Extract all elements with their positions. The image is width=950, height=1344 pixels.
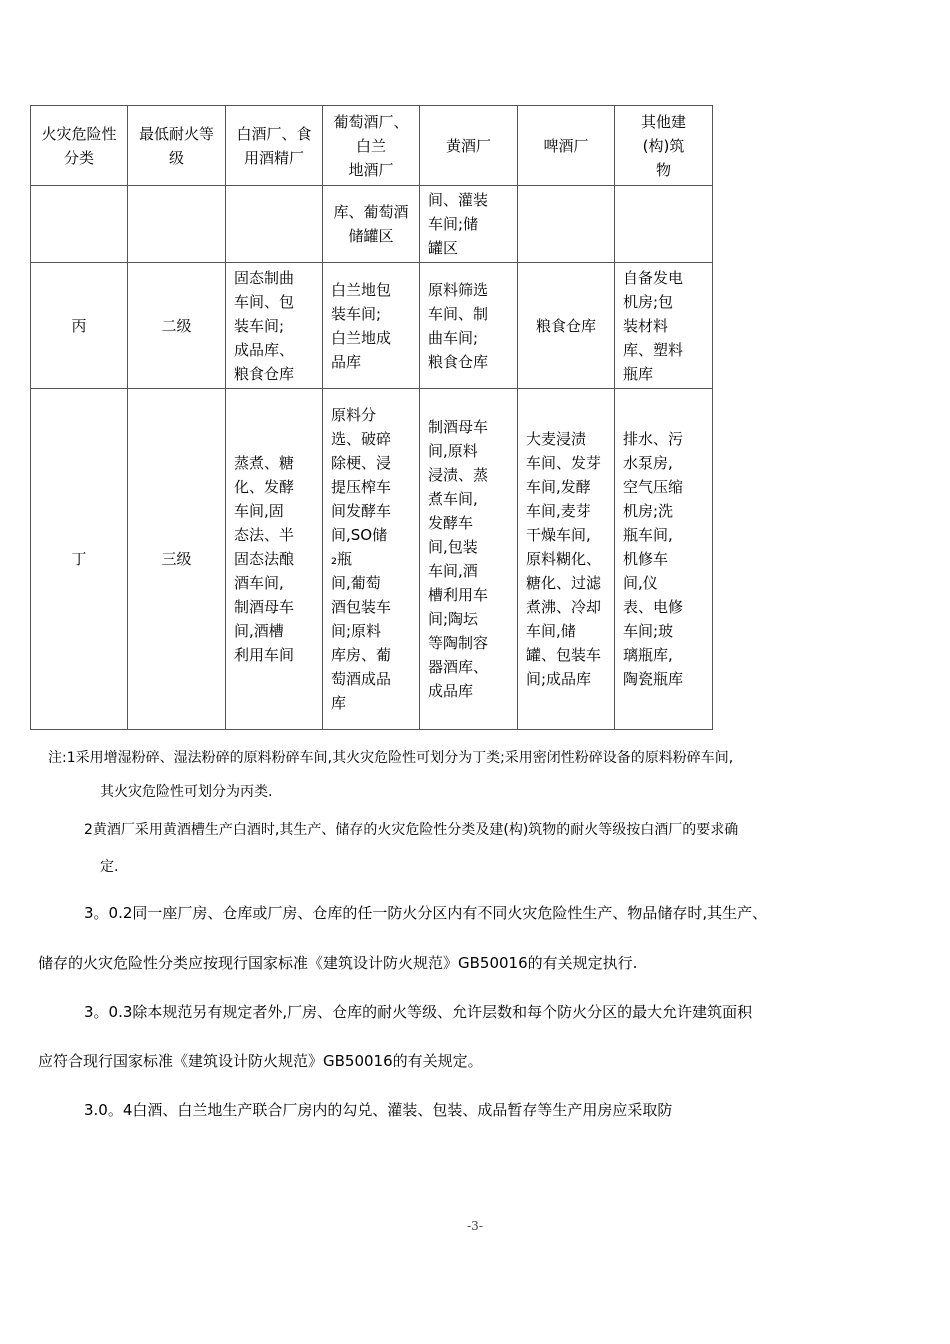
fire-hazard-table xyxy=(30,105,713,730)
table-cell: 大麦浸渍 车间、发芽 车间,发酵 车间,麦芽 干燥车间, 原料糊化、 糖化、过滤 煮沸、冷却 车间,储 罐、包装车 间;成品库 xyxy=(518,389,615,730)
table-cell xyxy=(31,186,128,263)
clause-3-0-4: 3.0。4白酒、白兰地生产联合厂房内的勾兑、灌装、包装、成品暂存等生产用房应采取防 xyxy=(84,1101,673,1119)
header-cell: 火灾危险性 分类 xyxy=(31,106,128,186)
clause-3-0-3: 3。0.3除本规范另有规定者外,厂房、仓库的耐火等级、允许层数和每个防火分区的最大允许建筑面积 xyxy=(84,1003,753,1021)
table-row xyxy=(31,263,713,389)
table-cell: 自备发电 机房;包 装材料 库、塑料 瓶库 xyxy=(615,263,713,389)
header-cell: 葡萄酒厂、 白兰 地酒厂 xyxy=(323,106,420,186)
header-cell: 其他建 (构)筑 物 xyxy=(615,106,713,186)
table-cell: 粮食仓库 xyxy=(518,263,615,389)
table-cell: 蒸煮、糖 化、发酵 车间,固 态法、半 固态法酿 酒车间, 制酒母车 间,酒槽 利用车间 xyxy=(226,389,323,730)
table-cell xyxy=(518,186,615,263)
table-header-row xyxy=(31,106,713,186)
table-note-2-continued: 定. xyxy=(100,859,119,875)
table-cell: 排水、污 水泵房, 空气压缩 机房;洗 瓶车间, 机修车 间,仪 表、电修 车间;玻 璃瓶库, 陶瓷瓶库 xyxy=(615,389,713,730)
table-cell: 原料分 选、破碎 除梗、浸 提压榨车 间发酵车 间,SO储 ₂瓶 间,葡萄 酒包装车 间;原料 库房、葡 萄酒成品 库 xyxy=(323,389,420,730)
table-cell: 丁 xyxy=(31,389,128,730)
table-cell: 间、灌装 车间;储 罐区 xyxy=(420,186,518,263)
header-cell: 最低耐火等 级 xyxy=(128,106,226,186)
table-note-2: 2黄酒厂采用黄酒槽生产白酒时,其生产、储存的火灾危险性分类及建(构)筑物的耐火等级按白酒厂的要求确 xyxy=(84,822,739,838)
clause-3-0-3-continued: 应符合现行国家标准《建筑设计防火规范》GB50016的有关规定。 xyxy=(38,1052,483,1070)
table-cell: 白兰地包 装车间; 白兰地成 品库 xyxy=(323,263,420,389)
table-cell xyxy=(128,186,226,263)
clause-3-0-2-continued: 储存的火灾危险性分类应按现行国家标准《建筑设计防火规范》GB50016的有关规定执行. xyxy=(38,954,638,972)
table-note-1-continued: 其火灾危险性可划分为丙类. xyxy=(100,784,273,800)
table-row xyxy=(31,389,713,730)
table-cell: 二级 xyxy=(128,263,226,389)
table-row xyxy=(31,186,713,263)
header-cell: 白酒厂、食 用酒精厂 xyxy=(226,106,323,186)
table-cell: 丙 xyxy=(31,263,128,389)
table-cell: 原料筛选 车间、制 曲车间; 粮食仓库 xyxy=(420,263,518,389)
table-cell xyxy=(226,186,323,263)
header-cell: 啤酒厂 xyxy=(518,106,615,186)
table-cell: 制酒母车 间,原料 浸渍、蒸 煮车间, 发酵车 间,包装 车间,酒 槽利用车 间;陶坛 等陶制容 器酒库、 成品库 xyxy=(420,389,518,730)
table-cell: 固态制曲 车间、包 装车间; 成品库、 粮食仓库 xyxy=(226,263,323,389)
table-cell: 库、葡萄酒 储罐区 xyxy=(323,186,420,263)
table-note-1: 注:1采用增湿粉碎、湿法粉碎的原料粉碎车间,其火灾危险性可划分为丁类;采用密闭性粉碎设备的原料粉碎车间, xyxy=(48,750,734,766)
page-number: -3- xyxy=(467,1219,483,1233)
header-cell: 黄酒厂 xyxy=(420,106,518,186)
clause-3-0-2: 3。0.2同一座厂房、仓库或厂房、仓库的任一防火分区内有不同火灾危险性生产、物品储存时,其生产、 xyxy=(84,904,768,922)
table-cell xyxy=(615,186,713,263)
table-cell: 三级 xyxy=(128,389,226,730)
